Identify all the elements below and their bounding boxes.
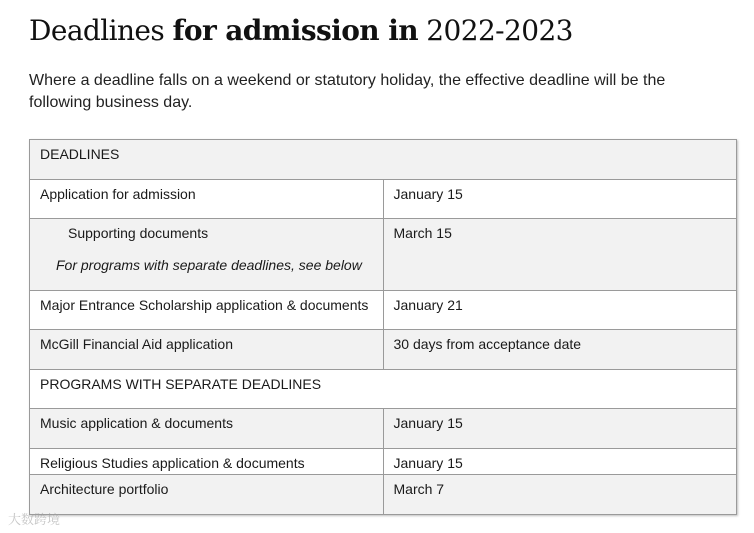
title-for-admission: for admission in	[172, 14, 418, 47]
table-row	[30, 330, 737, 370]
row-label-supporting	[30, 219, 384, 291]
section-header-row	[30, 370, 737, 409]
table-row	[30, 409, 737, 449]
table-row	[30, 449, 737, 475]
row-label-music: Music application & documents	[30, 409, 384, 449]
title-year: 2022-2023	[426, 14, 573, 47]
row-date-scholarship: January 21	[383, 291, 737, 330]
deadlines-table	[29, 139, 737, 515]
section-header-deadlines: DEADLINES	[30, 140, 737, 180]
row-date-financial-aid: 30 days from acceptance date	[383, 330, 737, 370]
section-header-separate-deadlines: PROGRAMS WITH SEPARATE DEADLINES	[30, 370, 737, 409]
section-header-row	[30, 140, 737, 180]
title-word-deadlines: Deadlines	[29, 14, 165, 47]
supporting-documents-label: Supporting documents	[68, 225, 209, 241]
row-date-supporting: March 15	[383, 219, 737, 291]
row-date-architecture: March 7	[383, 475, 737, 515]
row-label-application: Application for admission	[30, 180, 384, 219]
row-date-music: January 15	[383, 409, 737, 449]
table-row	[30, 180, 737, 219]
row-label-architecture: Architecture portfolio	[30, 475, 384, 515]
watermark-logo	[8, 509, 60, 528]
row-label-religious: Religious Studies application & documents	[30, 449, 384, 475]
table-row	[30, 291, 737, 330]
table-row	[30, 219, 737, 291]
row-label-financial-aid: McGill Financial Aid application	[30, 330, 384, 370]
watermark-text: 大数跨境	[8, 512, 61, 527]
row-label-scholarship: Major Entrance Scholarship application & documents	[30, 291, 384, 330]
row-date-application: January 15	[383, 180, 737, 219]
intro-text: Where a deadline falls on a weekend or statutory holiday, the effective deadline will be the following business day.	[29, 72, 666, 111]
row-date-religious: January 15	[383, 449, 737, 475]
supporting-documents-note: For programs with separate deadlines, see below	[56, 257, 362, 273]
page-title	[29, 14, 573, 48]
table-row	[30, 475, 737, 515]
